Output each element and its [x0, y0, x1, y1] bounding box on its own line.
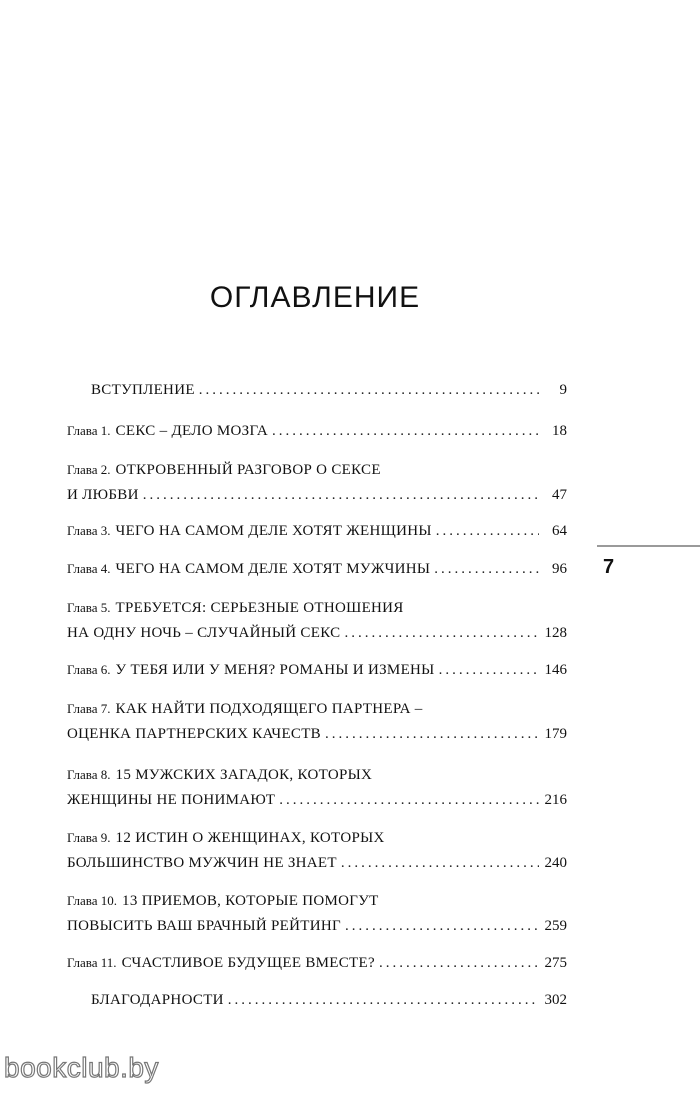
toc-entry-page: 146 [544, 662, 567, 678]
toc-entry-acknowledgements [67, 988, 567, 1013]
toc-entry-page: 179 [544, 726, 567, 742]
toc-entry-page: 18 [552, 423, 567, 439]
chapter-label: Глава 8. [67, 767, 111, 782]
toc-entry-chapter-11 [67, 950, 567, 976]
toc-entry-page: 259 [544, 918, 567, 934]
toc-entry-page: 216 [544, 792, 567, 808]
toc-entry-page: 128 [544, 625, 567, 641]
toc-entry-page: 302 [544, 992, 567, 1008]
toc-entry-chapter-6 [67, 657, 567, 683]
page-title: ОГЛАВЛЕНИЕ [209, 281, 421, 314]
chapter-label: Глава 11. [67, 955, 117, 970]
toc-entry-chapter-9 [67, 825, 567, 876]
leader-dots [344, 621, 539, 646]
toc-entry-page: 240 [544, 855, 567, 871]
toc-entry-chapter-2 [67, 457, 567, 508]
toc-entry-title: ВСТУПЛЕНИЕ [91, 382, 195, 398]
toc-entry-title: СЕКС – ДЕЛО МОЗГА [115, 423, 268, 439]
leader-dots [439, 658, 539, 683]
toc-entry-title: 15 МУЖСКИХ ЗАГАДОК, КОТОРЫХ [115, 767, 373, 783]
toc-entry-title: ОТКРОВЕННЫЙ РАЗГОВОР О СЕКСЕ [115, 462, 381, 478]
chapter-label: Глава 2. [67, 462, 111, 477]
leader-dots [228, 988, 539, 1013]
chapter-label: Глава 7. [67, 701, 111, 716]
leader-dots [325, 722, 539, 747]
chapter-label: Глава 10. [67, 893, 118, 908]
toc-entry-page: 275 [544, 955, 567, 971]
toc-entry-title: ТРЕБУЕТСЯ: СЕРЬЕЗНЫЕ ОТНОШЕНИЯ [115, 600, 404, 616]
page-margin-rule [597, 545, 700, 547]
chapter-label: Глава 4. [67, 561, 111, 576]
toc-entry-title-continued: БОЛЬШИНСТВО МУЖЧИН НЕ ЗНАЕТ [67, 855, 337, 871]
chapter-label: Глава 3. [67, 523, 111, 538]
watermark: bookclub.by [4, 1052, 159, 1083]
toc-entry-chapter-7 [67, 696, 567, 747]
toc-entry-title: БЛАГОДАРНОСТИ [91, 992, 224, 1008]
toc-entry-page: 96 [552, 561, 567, 577]
leader-dots [199, 378, 539, 403]
toc-entry-title: КАК НАЙТИ ПОДХОДЯЩЕГО ПАРТНЕРА – [115, 701, 423, 717]
toc-entry-title: 12 ИСТИН О ЖЕНЩИНАХ, КОТОРЫХ [115, 830, 385, 846]
chapter-label: Глава 1. [67, 423, 111, 438]
toc-entry-chapter-5 [67, 595, 567, 646]
leader-dots [379, 951, 539, 976]
toc-entry-chapter-1 [67, 418, 567, 444]
leader-dots [434, 557, 539, 582]
toc-entry-title-continued: НА ОДНУ НОЧЬ – СЛУЧАЙНЫЙ СЕКС [67, 625, 341, 641]
toc-entry-title: ЧЕГО НА САМОМ ДЕЛЕ ХОТЯТ МУЖЧИНЫ [115, 561, 431, 577]
toc-entry-introduction [67, 378, 567, 403]
toc-entry-chapter-8 [67, 762, 567, 813]
toc-entry-chapter-4 [67, 556, 567, 582]
toc-entry-page: 9 [559, 382, 567, 398]
toc-entry-chapter-3 [67, 518, 567, 544]
chapter-label: Глава 5. [67, 600, 111, 615]
toc-entry-title-continued: ЖЕНЩИНЫ НЕ ПОНИМАЮТ [67, 792, 276, 808]
toc-entry-title-continued: ПОВЫСИТЬ ВАШ БРАЧНЫЙ РЕЙТИНГ [67, 918, 341, 934]
leader-dots [436, 519, 539, 544]
toc-entry-chapter-10 [67, 888, 567, 939]
toc-entry-page: 64 [552, 523, 567, 539]
leader-dots [341, 851, 539, 876]
leader-dots [345, 914, 539, 939]
toc-entry-title: 13 ПРИЕМОВ, КОТОРЫЕ ПОМОГУТ [122, 893, 379, 909]
chapter-label: Глава 9. [67, 830, 111, 845]
toc-entry-title-continued: ОЦЕНКА ПАРТНЕРСКИХ КАЧЕСТВ [67, 726, 321, 742]
toc-entry-title: ЧЕГО НА САМОМ ДЕЛЕ ХОТЯТ ЖЕНЩИНЫ [115, 523, 432, 539]
toc-entry-page: 47 [552, 487, 567, 503]
leader-dots [272, 419, 539, 444]
toc-entry-title-continued: И ЛЮБВИ [67, 487, 139, 503]
leader-dots [279, 788, 539, 813]
page-number: 7 [603, 556, 615, 578]
toc-entry-title: У ТЕБЯ ИЛИ У МЕНЯ? РОМАНЫ И ИЗМЕНЫ [115, 662, 435, 678]
toc-entry-title: СЧАСТЛИВОЕ БУДУЩЕЕ ВМЕСТЕ? [121, 955, 375, 971]
chapter-label: Глава 6. [67, 662, 111, 677]
table-of-contents [67, 378, 567, 1008]
leader-dots [143, 483, 539, 508]
